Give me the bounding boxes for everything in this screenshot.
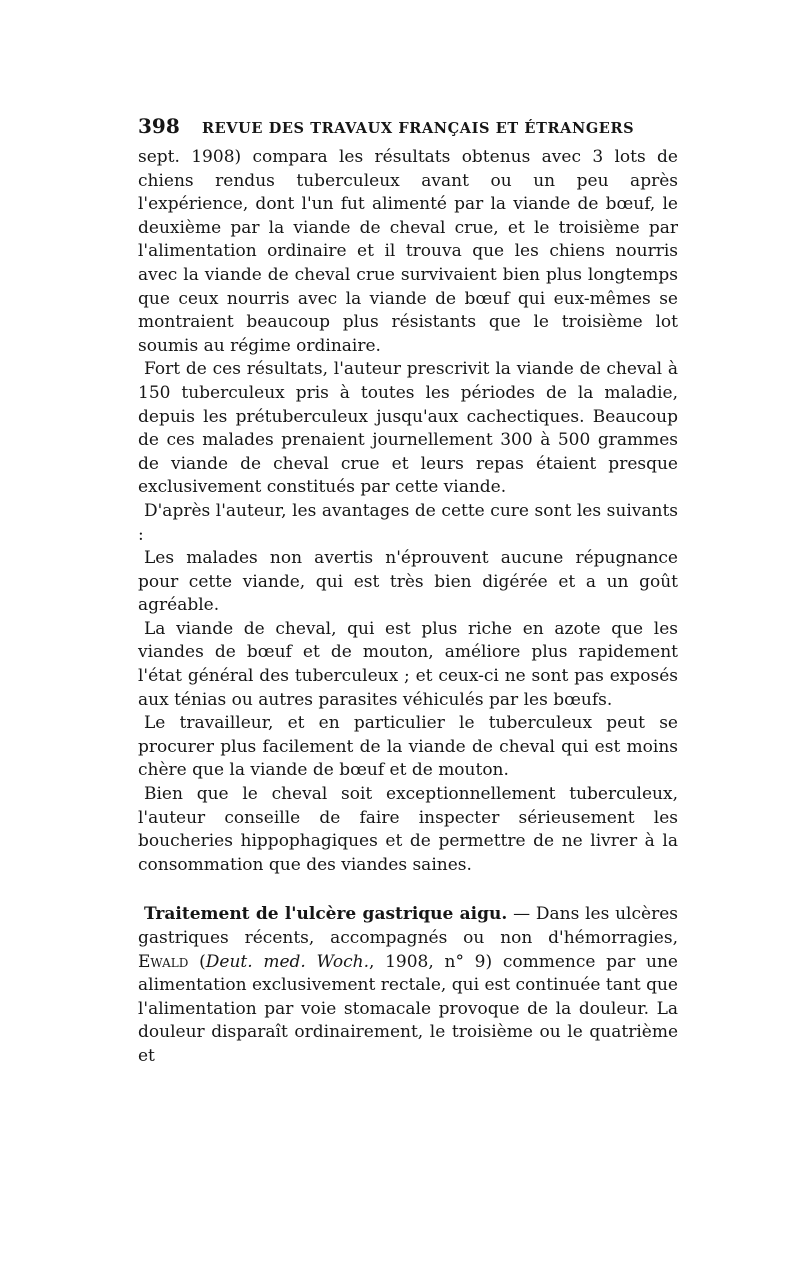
- journal-source: Deut. med. Woch.: [205, 951, 369, 972]
- page-header: [138, 114, 678, 146]
- author-name: Ewald: [138, 951, 189, 972]
- section-title: Traitement de l'ulcère gastrique aigu.: [144, 904, 508, 925]
- running-title: REVUE DES TRAVAUX FRANÇAIS ET ÉTRANGERS: [202, 120, 635, 137]
- paragraph: D'après l'auteur, les avantages de cette cure sont les suivants :: [138, 500, 678, 545]
- body-text: [138, 146, 678, 1069]
- document-page: [138, 114, 678, 1069]
- page-number: 398: [138, 114, 180, 138]
- paragraph: Bien que le cheval soit exceptionnellement tuberculeux, l'auteur conseille de faire inspecter sérieusement les boucheries hippophagiques et de permettre de ne livrer à la consommation que des viandes saines.: [138, 784, 678, 875]
- section-spacer: [138, 877, 678, 903]
- paragraph: sept. 1908) compara les résultats obtenus avec 3 lots de chiens rendus tuberculeux avant ou un peu après l'expérience, dont l'un fut alimenté par la viande de bœuf, le deuxième par la viande de cheval crue, et le troisième par l'alimentation ordinaire et il trouva que les chiens nourris avec la viande de cheval crue survivaient bien plus longtemps que ceux nourris avec la viande de bœuf qui eux-mêmes se montraient beaucoup plus résistants que le troisième lot soumis au régime ordinaire.: [138, 147, 678, 356]
- paragraph: Les malades non avertis n'éprouvent aucune répugnance pour cette viande, qui est très bien digérée et a un goût agréable.: [138, 548, 678, 616]
- section-text: Dans les ulcères gastriques récents, accompagnés ou non d'hémorragies,: [138, 904, 678, 948]
- section-paragraph: [138, 903, 678, 1068]
- section-text: , 1908, n° 9) commence par une alimentation exclusivement rectale, qui est continuée tant que l'alimentation par voie stomacale provoque de la douleur. La douleur disparaît ordinairement, le troisième ou le quatrième et: [138, 951, 678, 1066]
- section-dash: —: [507, 904, 536, 925]
- paragraph: Le travailleur, et en particulier le tuberculeux peut se procurer plus facilement de la viande de cheval qui est moins chère que la viande de bœuf et de mouton.: [138, 713, 678, 781]
- paragraph: La viande de cheval, qui est plus riche en azote que les viandes de bœuf et de mouton, améliore plus rapidement l'état général des tuberculeux ; et ceux-ci ne sont pas exposés aux ténias ou autres parasites véhiculés par les bœufs.: [138, 618, 678, 710]
- section-text: (: [188, 951, 206, 972]
- paragraph: Fort de ces résultats, l'auteur prescrivit la viande de cheval à 150 tuberculeux pris à toutes les périodes de la maladie, depuis les prétuberculeux jusqu'aux cachectiques. Beaucoup de ces malades prenaient journellement 300 à 500 grammes de viande de cheval crue et leurs repas étaient presque exclusivement constitués par cette viande.: [138, 359, 678, 498]
